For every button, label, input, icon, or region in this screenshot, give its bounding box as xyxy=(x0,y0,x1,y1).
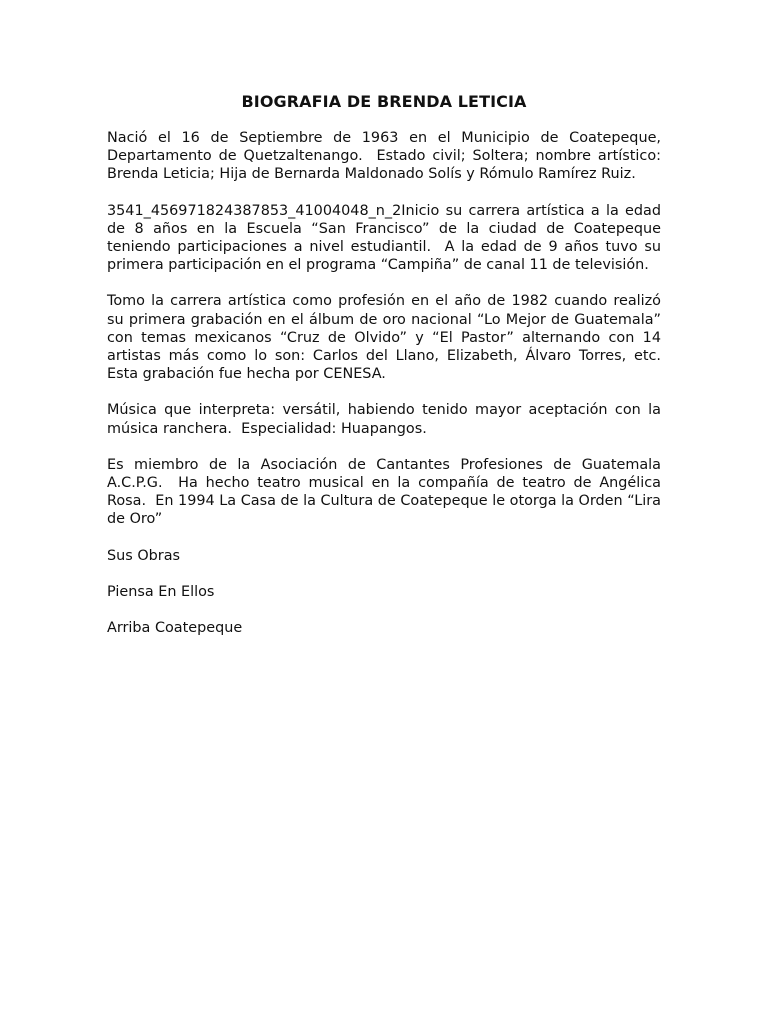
paragraph-birth-info: Nació el 16 de Septiembre de 1963 en el Municipio de Coatepeque, Departamento de Quetzaltenango. Estado civil; Soltera; nombre artístico: Brenda Leticia; Hija de Bernarda Maldonado Solís y Rómulo Ramírez Ruiz. xyxy=(107,130,666,183)
paragraph-career-start: 3541_456971824387853_41004048_n_2Inicio su carrera artística a la edad de 8 años en la Escuela “San Francisco” de la ciudad de Coatepeque teniendo participaciones a nivel estudiantil. A la edad de 9 años tuvo su primera participación en el programa “Campiña” de canal 11 de televisión. xyxy=(107,202,666,274)
document-body xyxy=(107,129,671,655)
paragraph-work-arriba-coatepeque: Arriba Coatepeque xyxy=(107,620,243,637)
paragraph-professional-career: Tomo la carrera artística como profesión en el año de 1982 cuando realizó su primera grabación en el álbum de oro nacional “Lo Mejor de Guatemala” con temas mexicanos “Cruz de Olvido” y “El Pastor” alternando con 14 artistas más como lo son: Carlos del Llano, Elizabeth, Álvaro Torres, etc. Esta grabación fue hecha por CENESA. xyxy=(107,293,671,383)
paragraph-music-style: Música que interpreta: versátil, habiendo tenido mayor aceptación con la música ranchera. Especialidad: Huapangos. xyxy=(107,402,666,437)
paragraph-membership: Es miembro de la Asociación de Cantantes Profesiones de Guatemala A.C.P.G. Ha hecho teatro musical en la compañía de teatro de Angélica Rosa. En 1994 La Casa de la Cultura de Coatepeque le otorga la Orden “Lira de Oro” xyxy=(107,456,666,528)
paragraph-works-heading: Sus Obras xyxy=(107,547,181,564)
paragraph-work-piensa-en-ellos: Piensa En Ellos xyxy=(107,583,215,600)
document-title: BIOGRAFIA DE BRENDA LETICIA xyxy=(241,92,527,111)
